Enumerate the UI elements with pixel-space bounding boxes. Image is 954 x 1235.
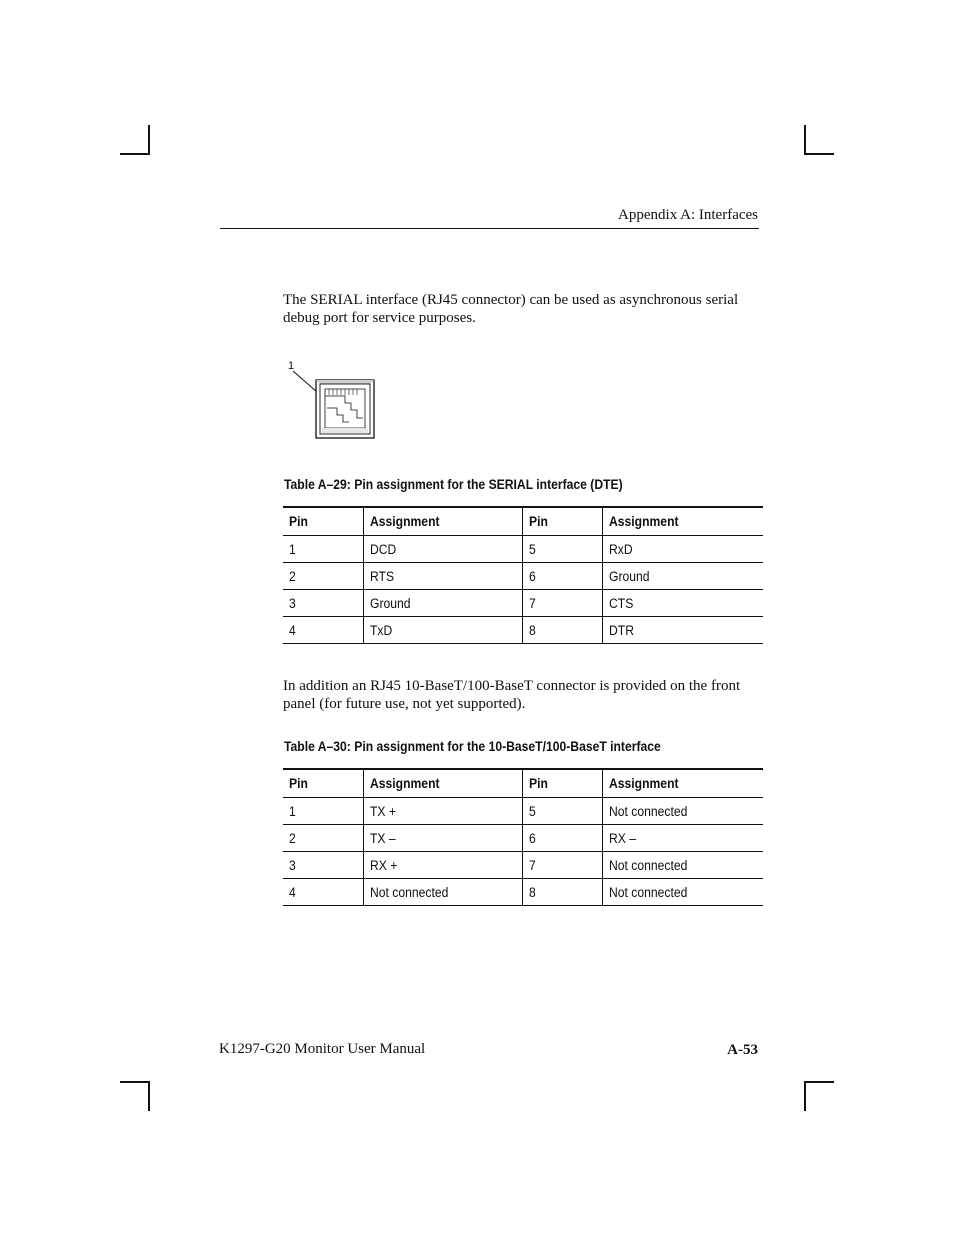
cell-pin: 7 — [522, 852, 602, 879]
cell-assignment: RX – — [602, 825, 763, 852]
table-serial-caption: Table A–29: Pin assignment for the SERIAL interface (DTE) — [284, 477, 623, 492]
cell-pin: 8 — [522, 879, 602, 906]
cell-pin: 1 — [283, 798, 363, 825]
table-row — [283, 852, 763, 879]
cell-pin: 3 — [283, 852, 363, 879]
header-rule — [220, 228, 759, 229]
table-row — [283, 798, 763, 825]
cell-assignment: DTR — [602, 617, 763, 644]
cell-assignment: DCD — [363, 536, 522, 563]
cell-assignment: TX + — [363, 798, 522, 825]
cell-pin: 1 — [283, 536, 363, 563]
table-ethernet — [283, 768, 763, 906]
table-row — [283, 825, 763, 852]
crop-mark-bottom-right-horizontal — [804, 1081, 834, 1083]
cell-assignment: Ground — [363, 590, 522, 617]
column-header-assignment: Assignment — [602, 507, 763, 536]
cell-pin: 6 — [522, 825, 602, 852]
cell-assignment: CTS — [602, 590, 763, 617]
cell-assignment: RX + — [363, 852, 522, 879]
table-header-row — [283, 507, 763, 536]
column-header-pin: Pin — [522, 507, 602, 536]
crop-mark-top-left-vertical — [148, 125, 150, 155]
table-row — [283, 590, 763, 617]
crop-mark-top-right-vertical — [804, 125, 806, 155]
table-serial — [283, 506, 763, 644]
cell-assignment: Ground — [602, 563, 763, 590]
crop-mark-top-right-horizontal — [804, 153, 834, 155]
intro-paragraph: The SERIAL interface (RJ45 connector) can be used as asynchronous serial debug port for service purposes. — [283, 292, 739, 326]
table-row — [283, 879, 763, 906]
cell-assignment: Not connected — [602, 798, 763, 825]
cell-pin: 6 — [522, 563, 602, 590]
cell-assignment: Not connected — [363, 879, 522, 906]
rj45-connector-figure — [285, 358, 380, 443]
table-row — [283, 563, 763, 590]
crop-mark-top-left-horizontal — [120, 153, 150, 155]
crop-mark-bottom-left-horizontal — [120, 1081, 150, 1083]
cell-pin: 7 — [522, 590, 602, 617]
cell-assignment: TX – — [363, 825, 522, 852]
cell-pin: 5 — [522, 536, 602, 563]
cell-pin: 2 — [283, 563, 363, 590]
cell-pin: 2 — [283, 825, 363, 852]
column-header-pin: Pin — [522, 769, 602, 798]
cell-assignment: RxD — [602, 536, 763, 563]
cell-pin: 4 — [283, 879, 363, 906]
cell-pin: 8 — [522, 617, 602, 644]
cell-pin: 3 — [283, 590, 363, 617]
figure-callout-label: 1 — [288, 360, 295, 372]
column-header-assignment: Assignment — [363, 769, 522, 798]
running-header: Appendix A: Interfaces — [618, 207, 758, 223]
column-header-pin: Pin — [283, 507, 363, 536]
column-header-pin: Pin — [283, 769, 363, 798]
cell-assignment: TxD — [363, 617, 522, 644]
crop-mark-bottom-left-vertical — [148, 1081, 150, 1111]
ethernet-paragraph: In addition an RJ45 10-BaseT/100-BaseT connector is provided on the front panel (for future use, not yet supported). — [283, 678, 741, 712]
table-ethernet-caption: Table A–30: Pin assignment for the 10-BaseT/100-BaseT interface — [284, 739, 661, 754]
cell-pin: 5 — [522, 798, 602, 825]
table-header-row — [283, 769, 763, 798]
page-number: A-53 — [727, 1042, 758, 1058]
cell-assignment: RTS — [363, 563, 522, 590]
cell-assignment: Not connected — [602, 852, 763, 879]
table-row — [283, 536, 763, 563]
column-header-assignment: Assignment — [602, 769, 763, 798]
cell-assignment: Not connected — [602, 879, 763, 906]
footer-manual-title: K1297-G20 Monitor User Manual — [219, 1041, 426, 1057]
crop-mark-bottom-right-vertical — [804, 1081, 806, 1111]
cell-pin: 4 — [283, 617, 363, 644]
table-row — [283, 617, 763, 644]
rj45-connector-icon — [285, 358, 380, 443]
column-header-assignment: Assignment — [363, 507, 522, 536]
